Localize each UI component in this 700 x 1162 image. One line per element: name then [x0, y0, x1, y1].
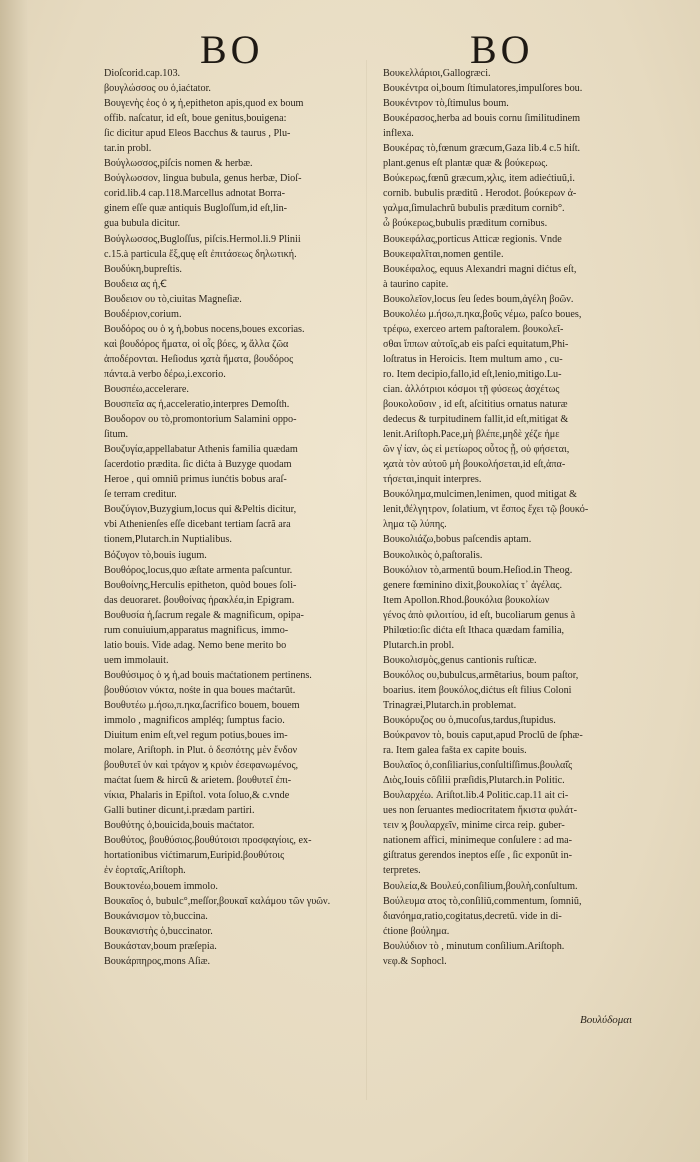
- dictionary-line: tionem,Plutarch.in Nuptialibus.: [104, 534, 232, 546]
- left-column: [104, 66, 374, 969]
- dictionary-line: offib. naſcatur, id eſt, boue genitus,bouigena:: [104, 113, 287, 125]
- dictionary-line: Βουκαῖος ὁ, bubulc°,meſſor,βουκαῖ καλάμου τῶν γυῶν.: [104, 895, 331, 907]
- dictionary-line: Βουκτονέω,bouem immolo.: [104, 880, 218, 892]
- dictionary-line: loſtratus in Heroicis. Item multum amo , cu-: [383, 353, 563, 365]
- dictionary-line: Βούλευμα ατος τὸ,conſiliũ,commentum, ſomniũ,: [383, 895, 582, 907]
- dictionary-line: Βουζύγιον,Buzygium,locus qui &Peltis dicitur,: [104, 504, 297, 516]
- dictionary-line: genere fœminino dixit,βουκολίας τ᾽ ἀγέλας.: [383, 579, 563, 591]
- right-column: [383, 66, 673, 969]
- dictionary-line: Βούκρανον τὸ, bouis caput,apud Proclũ de ſphæ-: [383, 730, 583, 742]
- dictionary-line: Βουκεφάλας,porticus Atticæ regionis. Vnde: [383, 233, 562, 245]
- dictionary-line: à taurino capite.: [383, 278, 449, 290]
- dictionary-line: ginem eſſe quæ antiquis Bugloſſum,id eſt,lin-: [104, 203, 288, 215]
- dictionary-line: βουκολοῦσιν , id eſt, aſcititius ornatus naturæ: [383, 399, 568, 411]
- dictionary-line: ra. Item galea fašta ex capite bouis.: [383, 745, 527, 757]
- dictionary-line: Βουδεια ας ἡ,Ꞓ: [104, 278, 167, 290]
- dictionary-line: ſic dicitur apud Eleos Bacchus & taurus , Plu-: [104, 128, 291, 140]
- dictionary-line: corid.lib.4 cap.118.Marcellus adnotat Borra-: [104, 188, 285, 200]
- dictionary-line: Item Apollon.Rhod.βουκόλια βουκολίων: [383, 594, 550, 606]
- dictionary-line: Βούγλωσσος,Bugloſſus, piſcis.Hermol.li.9 Plinii: [104, 233, 301, 245]
- catchword: Βουλύδομαι: [580, 1014, 633, 1026]
- dictionary-line: γένος ἀπὸ φιλοιτίου, id eſt, bucoliarum genus à: [383, 609, 576, 621]
- dictionary-line: Διὸς,Iouis cõſilii præſidis,Plutarch.in Politic.: [383, 775, 565, 787]
- dictionary-line: giſtratus gerendos ineptos eſſe , ſic exponũt in-: [383, 850, 572, 862]
- dictionary-line: Βουδύκη,bupreſtis.: [104, 263, 182, 275]
- dictionary-line: Βούκερως,fœnũ græcum,ϗλις, item adiećtiuũ,i.: [383, 173, 575, 185]
- dictionary-line: λημα τῷ λύπης.: [383, 519, 447, 531]
- dictionary-line: Philœtio:ſic dićta eſt Ithaca quædam familia,: [383, 624, 565, 636]
- dictionary-line: Galli butiner dicunt,i.prædam partiri.: [104, 805, 255, 817]
- dictionary-line: Βουκανιστὴς ὁ,buccinator.: [104, 925, 213, 937]
- dictionary-line: Βουκέντρα οἱ,boum ſtimulatores,impulſores bou.: [383, 83, 583, 95]
- dictionary-line: Βουκάνισμον τὸ,buccina.: [104, 910, 208, 922]
- dictionary-line: σθαι ἵππων αὐτοῖς,ab eis paſci equitatum,Phi-: [383, 338, 569, 350]
- dictionary-line: Βουθύτος, βουθύσιος.βουθύτοισι προσφαγίοις, ex-: [104, 835, 312, 847]
- dictionary-line: ὦ βούκερως,bubulis præditum cornibus.: [383, 218, 548, 230]
- dictionary-line: Βουθύσιμος ὁ ϗ ἡ,ad bouis maćtationem pertinens.: [104, 669, 312, 681]
- dictionary-line: Βουκολικὸς ὁ,paſtoralis.: [383, 549, 483, 561]
- dictionary-line: ues non ſeruantes mediocritatem ἥκιστα φυλάτ-: [383, 805, 578, 817]
- dictionary-line: maćtat ſuem & hircũ & arietem. βουθυτεῖ ἐπι-: [104, 775, 292, 787]
- dictionary-line: Βουκάσταν,boum præſepia.: [104, 940, 217, 952]
- dictionary-line: βουθυτεῖ ὑν καὶ τράγον ϗ κριὸν ἐσεφανωμένος,: [104, 760, 299, 772]
- dictionary-line: tar.in probl.: [104, 143, 152, 155]
- dictionary-line: νίκια, Phalaris in Epiſtol. vota ſoluo,& c.vnde: [104, 790, 290, 802]
- dictionary-line: ro. Item decipio,fallo,id eſt,lenio,mitigo.Lu-: [383, 368, 562, 380]
- running-header-left: BO: [200, 27, 264, 72]
- dictionary-line: Βόζυγον τὸ,bouis iugum.: [104, 549, 207, 561]
- dictionary-line: Βουθόρος,locus,quo æſtate armenta paſcuntur.: [104, 564, 293, 576]
- dictionary-line: ćtione βούλημα.: [383, 925, 450, 937]
- dictionary-line: διανόημα,ratio,cogitatus,decretũ. vide in di-: [383, 910, 562, 922]
- dictionary-line: καὶ βουδόρος ἤματα, οἱ οἷς βόες, ϗ ἄλλα ζῶα: [104, 338, 289, 350]
- dictionary-line: Βουγενὴς ἑος ὁ ϗ ἡ,epitheton apis,quod ex boum: [104, 98, 304, 110]
- dictionary-line: rum conuiuium,apparatus magnificus, immo-: [104, 624, 289, 636]
- dictionary-line: Βουδειον ου τὸ,ciuitas Magneſiæ.: [104, 293, 242, 305]
- dictionary-line: Βουκέντρον τὸ,ſtimulus boum.: [383, 98, 509, 110]
- dictionary-line: νεφ.& Sophocl.: [383, 955, 447, 967]
- page-gutter: [0, 0, 28, 1162]
- dictionary-line: Βουσπέω,accelerare.: [104, 383, 189, 395]
- dictionary-line: Βουκόλημα,mulcimen,lenimen, quod mitigat &: [383, 489, 577, 501]
- dictionary-line: cian. ἀλλότριοι κόσμοι τῇ φύσεως ἀσχέτως: [383, 383, 560, 395]
- dictionary-line: uem immolauit.: [104, 654, 169, 666]
- dictionary-line: inflexa.: [383, 128, 414, 140]
- dictionary-line: Βουκολεῖον,locus ſeu ſedes boum,ἀγέλη βοῶν.: [383, 293, 574, 305]
- dictionary-line: Dioſcorid.cap.103.: [104, 68, 181, 79]
- dictionary-line: Βουκελλάριοι,Gallogræci.: [383, 68, 491, 79]
- dictionary-line: terpretes.: [383, 865, 421, 877]
- dictionary-line: Βουλεία,& Βουλεύ,conſilium,βουλὴ,conſultum.: [383, 880, 578, 892]
- dictionary-line: Plutarch.in probl.: [383, 639, 455, 651]
- dictionary-line: Βουκέρας τὸ,fœnum græcum,Gaza lib.4 c.5 hiſt.: [383, 143, 581, 155]
- dictionary-line: Heroe , qui omniũ primus iunćtis bobus araſ-: [104, 474, 287, 486]
- dictionary-line: hortationibus vićtimarum,Euripid.βουθύτοις: [104, 850, 285, 862]
- dictionary-line: τρέφω, exerceo artem paſtoralem. βουκολεῖ-: [383, 323, 564, 335]
- dictionary-line: βουγλώσσος ου ὁ,iaćtator.: [104, 83, 211, 95]
- dictionary-line: boarius. item βουκόλος,dićtus eſt filius Coloni: [383, 684, 572, 696]
- dictionary-line: ῶν γ̓ ίαν, ὡς εἰ μετίωρος οὗτος ᾖ, οὐ φήσεται,: [383, 444, 570, 456]
- dictionary-line: ϗατὰ τὸν αὐτοῦ μὴ βουκολήσεται,id eſt,ἀπα-: [383, 459, 566, 471]
- dictionary-line: Βουδέριον,corium.: [104, 308, 182, 320]
- dictionary-line: Βουκεφαλῖται,nomen gentile.: [383, 248, 504, 260]
- dictionary-line: ἀποδέρονται. Heſiodus ϗατὰ ἤματα, βουδόρος: [104, 353, 294, 365]
- dictionary-line: lenit.Ariſtoph.Pace,μὴ βλέπε,μηδὲ χέζε ἡμε: [383, 429, 560, 441]
- dictionary-line: Βούγλωσσος,piſcis nomen & herbæ.: [104, 158, 253, 170]
- dictionary-line: plant.genus eſt plantæ quæ & βούκερως.: [383, 158, 548, 170]
- dictionary-line: immolo , magnificos ampléq; ſumptus facio.: [104, 715, 285, 727]
- dictionary-line: Βουθυτέω μ.ήσω,π.ηκα,ſacrifico bouem, bouem: [104, 699, 300, 711]
- dictionary-line: Βούγλωσσον, lingua bubula, genus herbæ, Dioſ-: [104, 173, 302, 185]
- dictionary-line: Βουσπεῖα ας ἡ,acceleratio,interpres Demoſth.: [104, 399, 290, 411]
- dictionary-line: Βουκόλιον τὸ,armentũ boum.Heſiod.in Theog.: [383, 564, 573, 576]
- dictionary-line: das deuoraret. βουθοίνας ἡρακλέα,in Epigram.: [104, 594, 295, 606]
- dictionary-line: Βουκάρπηρος,mons Aſiæ.: [104, 955, 211, 967]
- dictionary-line: cornib. bubulis præditũ . Herodot. βούκερων ἀ-: [383, 188, 577, 200]
- dictionary-line: ſacerdotio prædita. ſic dićta à Buzyge quodam: [104, 459, 292, 471]
- dictionary-line: Βουλαῖος ὁ,conſiliarius,conſultiſſimus.βουλαῖ̓ς: [383, 760, 573, 772]
- dictionary-line: Βουδόρος ου ὁ ϗ ἡ,bobus nocens,boues excorias.: [104, 323, 305, 335]
- dictionary-line: Trinagræi,Plutarch.in problemat.: [383, 699, 517, 711]
- dictionary-line: gua bubula dicitur.: [104, 218, 181, 230]
- dictionary-line: Diuitum enim eſt,vel regum potius,boues im-: [104, 730, 288, 742]
- dictionary-line: Βουζυγία,appellabatur Athenis familia quædam: [104, 444, 298, 456]
- dictionary-line: molare, Ariſtoph. in Plut. ὁ δεσπότης μὲν ἔνδον: [104, 745, 298, 757]
- dictionary-line: Βουλαρχέω. Ariſtot.lib.4 Politic.cap.11 ait ci-: [383, 790, 569, 802]
- dictionary-line: ſe terram creditur.: [104, 489, 177, 501]
- dictionary-line: nationem affici, minimeque conſulere : ad ma-: [383, 835, 573, 847]
- dictionary-line: Βουθυσία ἡ,ſacrum regale & magnificum, opipa-: [104, 609, 304, 621]
- dictionary-line: τειν ϗ βουλαρχεῖν, minime circa reip. guber-: [383, 820, 565, 832]
- dictionary-line: τήσεται,inquit interpres.: [383, 474, 482, 486]
- dictionary-line: Βουλύδιον τὸ , minutum conſilium.Ariſtoph.: [383, 940, 565, 952]
- dictionary-line: latio bouis. Vide adag. Nemo bene merito bo: [104, 639, 287, 651]
- dictionary-line: Βουκολέω μ.ήσω,π.ηκα,βοῦς νέμω, paſco boues,: [383, 308, 582, 320]
- dictionary-line: Βουδορον ου τὸ,promontorium Salamini oppo-: [104, 414, 297, 426]
- dictionary-line: dedecus & turpitudinem fallit,id eſt,mitigat &: [383, 414, 569, 426]
- dictionary-line: Βουκόρυζος ου ὁ,mucoſus,tardus,ſtupidus.: [383, 715, 556, 727]
- dictionary-line: Βουκέφαλος, equus Alexandri magni dićtus eſt,: [383, 263, 577, 275]
- dictionary-line: Βουκολισμὸς,genus cantionis ruſticæ.: [383, 654, 537, 666]
- dictionary-line: γαλμα,ſimulachrũ bubulis præditum cornib°.: [383, 203, 565, 215]
- dictionary-line: Βουκολιάζω,bobus paſcendis aptam.: [383, 534, 532, 546]
- dictionary-line: c.15.à particula ἔξ,quę eſt ἐπιτάσεως δηλωτική.: [104, 248, 297, 260]
- dictionary-line: Βουκόλος ου,bubulcus,armẽtarius, boum paſtor,: [383, 669, 579, 681]
- running-header-right: BO: [470, 27, 534, 72]
- dictionary-line: ſitum.: [104, 429, 129, 441]
- dictionary-line: Βουκέρασος,herba ad bouis cornu ſimilitudinem: [383, 113, 581, 125]
- dictionary-line: ἐν ἑορταῖς,Ariſtoph.: [104, 865, 186, 877]
- dictionary-line: βουθύσιον νύκτα, nośte in qua boues maćtarũt.: [104, 684, 296, 696]
- dictionary-line: πάντα.à verbo δέρω,i.excorio.: [104, 368, 226, 380]
- dictionary-line: Βουθύτης ὁ,bouicida,bouis maćtator.: [104, 820, 255, 832]
- dictionary-line: vbi Athenienſes eſſe dicebant tertiam ſacrã ara: [104, 519, 291, 531]
- dictionary-line: lenit,ϑέλγητρον, ſolatium, vt ἔσπος ἔχει τῷ βουκό-: [383, 504, 589, 516]
- dictionary-line: Βουθοίνης,Herculis epitheton, quòd boues ſoli-: [104, 579, 297, 591]
